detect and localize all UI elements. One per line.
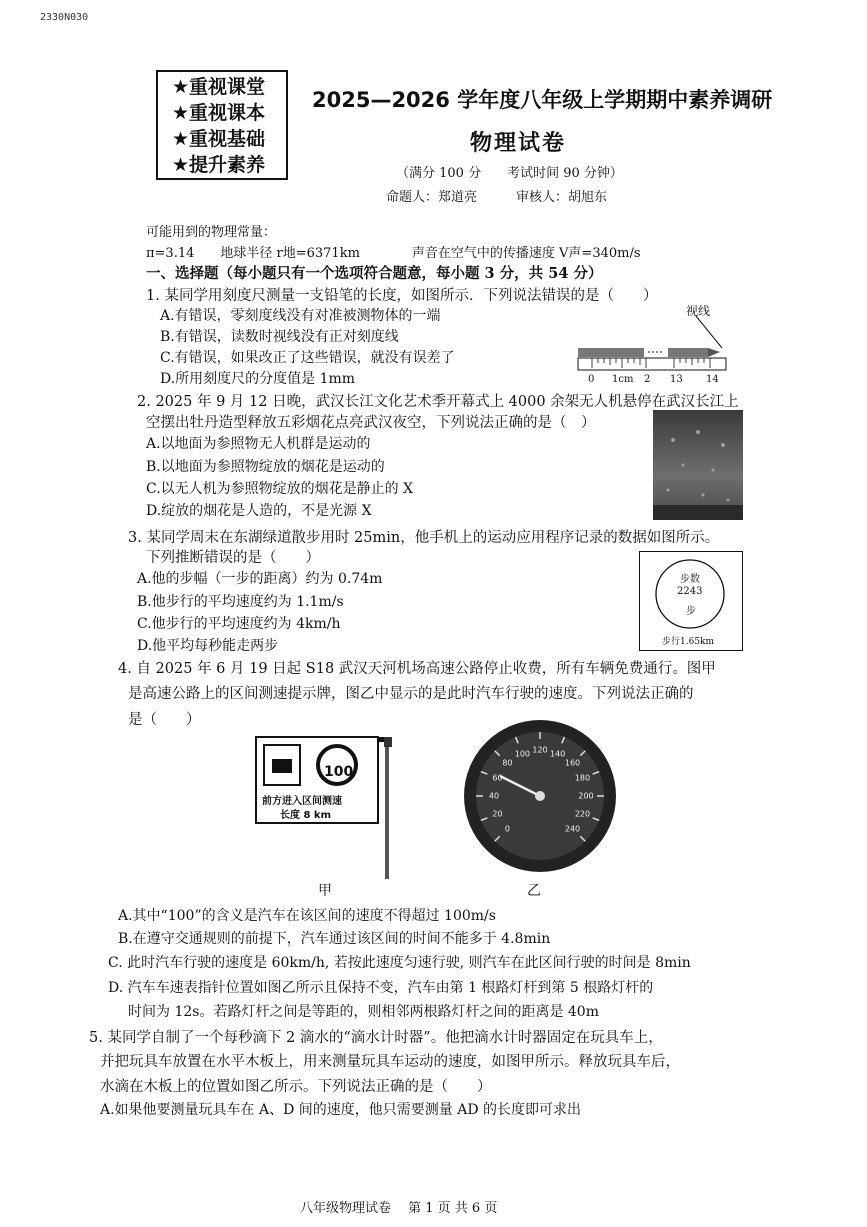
exam-title: 2025—2026 学年度八年级上学期期中素养调研 [312,88,773,112]
gauge-tick-label: 140 [549,749,566,758]
exam-subject: 物理试卷 [470,131,567,156]
question-1-option-d: D.所用刻度尺的分度值是 1mm [160,371,356,387]
gauge-tick-label: 220 [574,809,591,819]
step-app-count: 2243 [677,586,703,597]
motto-line: ★重视课堂 [172,76,266,98]
question-3-option-a: A.他的步幅（一步的距离）约为 0.74m [137,571,383,587]
question-3-option-d: D.他平均每秒能走两步 [137,638,279,654]
line-of-sight-label: 视线 [686,304,711,318]
question-3-option-c: C.他步行的平均速度约为 4km/h [137,616,341,632]
constants-heading: 可能用到的物理常量： [146,225,277,240]
pencil-right [668,348,708,357]
step-app-figure [639,551,743,651]
motto-line: ★重视课本 [172,102,266,124]
sign-text-line2: 长度 8 km [280,810,331,821]
question-5-stem-line3: 水滴在木板上的位置如图乙所示。下列说法正确的是（ ） [100,1079,492,1095]
speedometer-figure [462,718,618,874]
ruler-tick-label: 1cm [612,374,634,385]
motto-box [156,70,288,180]
gauge-tick-label: 80 [502,758,513,768]
question-4-option-c: C. 此时汽车行驶的速度是 60km/h, 若按此速度匀速行驶, 则汽车在此区间行驶的时间是 8min [108,955,691,971]
ruler-tick-label: 13 [670,374,683,385]
page-footer: 八年级物理试卷 第 1 页 共 6 页 [300,1201,498,1216]
section-heading: 一、选择题（每小题只有一个选项符合题意，每小题 3 分，共 54 分） [146,265,603,282]
question-4-option-b: B.在遵守交通规则的前提下，汽车通过该区间的时间不能多于 4.8min [118,931,551,947]
gauge-tick-label: 120 [532,745,548,755]
ruler-tick-label: 2 [644,374,651,385]
question-5-stem-line2: 并把玩具车放置在水平木板上，用来测量玩具车运动的速度，如图甲所示。释放玩具车后， [100,1054,680,1070]
question-2-option-a: A.以地面为参照物无人机群是运动的 [146,436,371,452]
speedometer-svg [462,718,618,874]
exam-authors: 命题人：郑道亮 审核人：胡旭东 [386,190,608,205]
question-3-stem-line2: 下列推断错误的是（ ） [146,550,320,566]
corner-code: 2330N030 [40,12,89,23]
question-4-option-d-line1: D. 汽车车速表指针位置如图乙所示且保持不变，汽车由第 1 根路灯杆到第 5 根路灯杆的 [108,980,654,996]
motto-line: ★重视基础 [172,128,266,150]
question-1-option-a: A.有错误，零刻度线没有对准被测物体的一端 [160,308,441,324]
question-4-option-a: A.其中“100”的含义是汽车在该区间的速度不得超过 100m/s [118,908,496,924]
gauge-tick-label: 160 [564,758,581,768]
motto-line: ★提升素养 [172,154,266,176]
gauge-tick-label: 20 [492,809,503,819]
sign-text-line1: 前方进入区间测速 [262,796,342,807]
step-app-distance: 步行1.65km [662,637,715,647]
fireworks-svg [653,410,743,520]
question-4-stem-line2: 是高速公路上的区间测速提示牌，图乙中显示的是此时汽车行驶的速度。下列说法正确的 [128,686,694,702]
question-3-option-b: B.他步行的平均速度约为 1.1m/s [137,594,344,610]
question-2-stem-line2: 空摆出牡丹造型释放五彩烟花点亮武汉夜空，下列说法正确的是（ ） [146,415,596,431]
question-4-stem-line1: 4. 自 2025 年 6 月 19 日起 S18 武汉天河机场高速公路停止收费，所有车辆免费通行。图甲 [118,661,716,677]
constants-line: π=3.14 地球半径 r地=6371km 声音在空气中的传播速度 V声=340m/s [146,246,641,261]
question-1-option-b: B.有错误，读数时视线没有正对刻度线 [160,329,399,345]
ruler-tick-label: 14 [706,374,719,385]
gauge-tick-label: 100 [514,749,531,758]
question-4-stem-line3: 是（ ） [128,712,201,728]
ruler-tick-label: 0 [588,374,595,385]
figure-label-yi: 乙 [527,883,541,899]
speed-sign-figure [252,731,397,881]
speed-limit-value: 100 [324,764,354,780]
gauge-tick-label: 40 [488,791,500,801]
gauge-tick-label: 200 [578,791,594,801]
question-4-option-d-line2: 时间为 12s。若路灯杆之间是等距的，则相邻两根路灯杆之间的距离是 40m [128,1004,599,1020]
question-5-option-a: A.如果他要测量玩具车在 A、D 间的速度，他只需要测量 AD 的长度即可求出 [100,1102,582,1118]
question-2-option-b: B.以地面为参照物绽放的烟花是运动的 [146,459,385,475]
ruler-figure [574,302,734,390]
exam-info: （满分 100 分 考试时间 90 分钟） [396,166,623,181]
question-2-stem-line1: 2. 2025 年 9 月 12 日晚，武汉长江文化艺术季开幕式上 4000 余架无人机悬停在武汉长江上 [137,394,739,410]
fireworks-photo [653,410,743,520]
step-app-title: 步数 [680,574,700,585]
pencil-left [578,348,644,357]
question-3-stem-line1: 3. 某同学周末在东湖绿道散步用时 25min，他手机上的运动应用程序记录的数据如图所示。 [128,530,720,546]
figure-label-jia: 甲 [318,883,332,899]
gauge-tick-label: 0 [504,824,511,834]
question-2-option-c: C.以无人机为参照物绽放的烟花是静止的 X [146,481,414,497]
gauge-tick-label: 60 [492,773,503,783]
question-5-stem-line1: 5. 某同学自制了一个每秒滴下 2 滴水的“滴水计时器”。他把滴水计时器固定在玩具车上， [89,1030,663,1046]
gauge-tick-label: 180 [574,773,591,783]
question-1-stem: 1. 某同学用刻度尺测量一支铅笔的长度，如图所示．下列说法错误的是（ ） [146,288,658,304]
question-1-option-c: C.有错误，如果改正了这些错误，就没有误差了 [160,350,455,366]
question-2-option-d: D.绽放的烟花是人造的，不是光源 X [146,503,372,519]
step-app-unit: 步 [686,606,696,617]
gauge-tick-label: 240 [564,824,581,834]
